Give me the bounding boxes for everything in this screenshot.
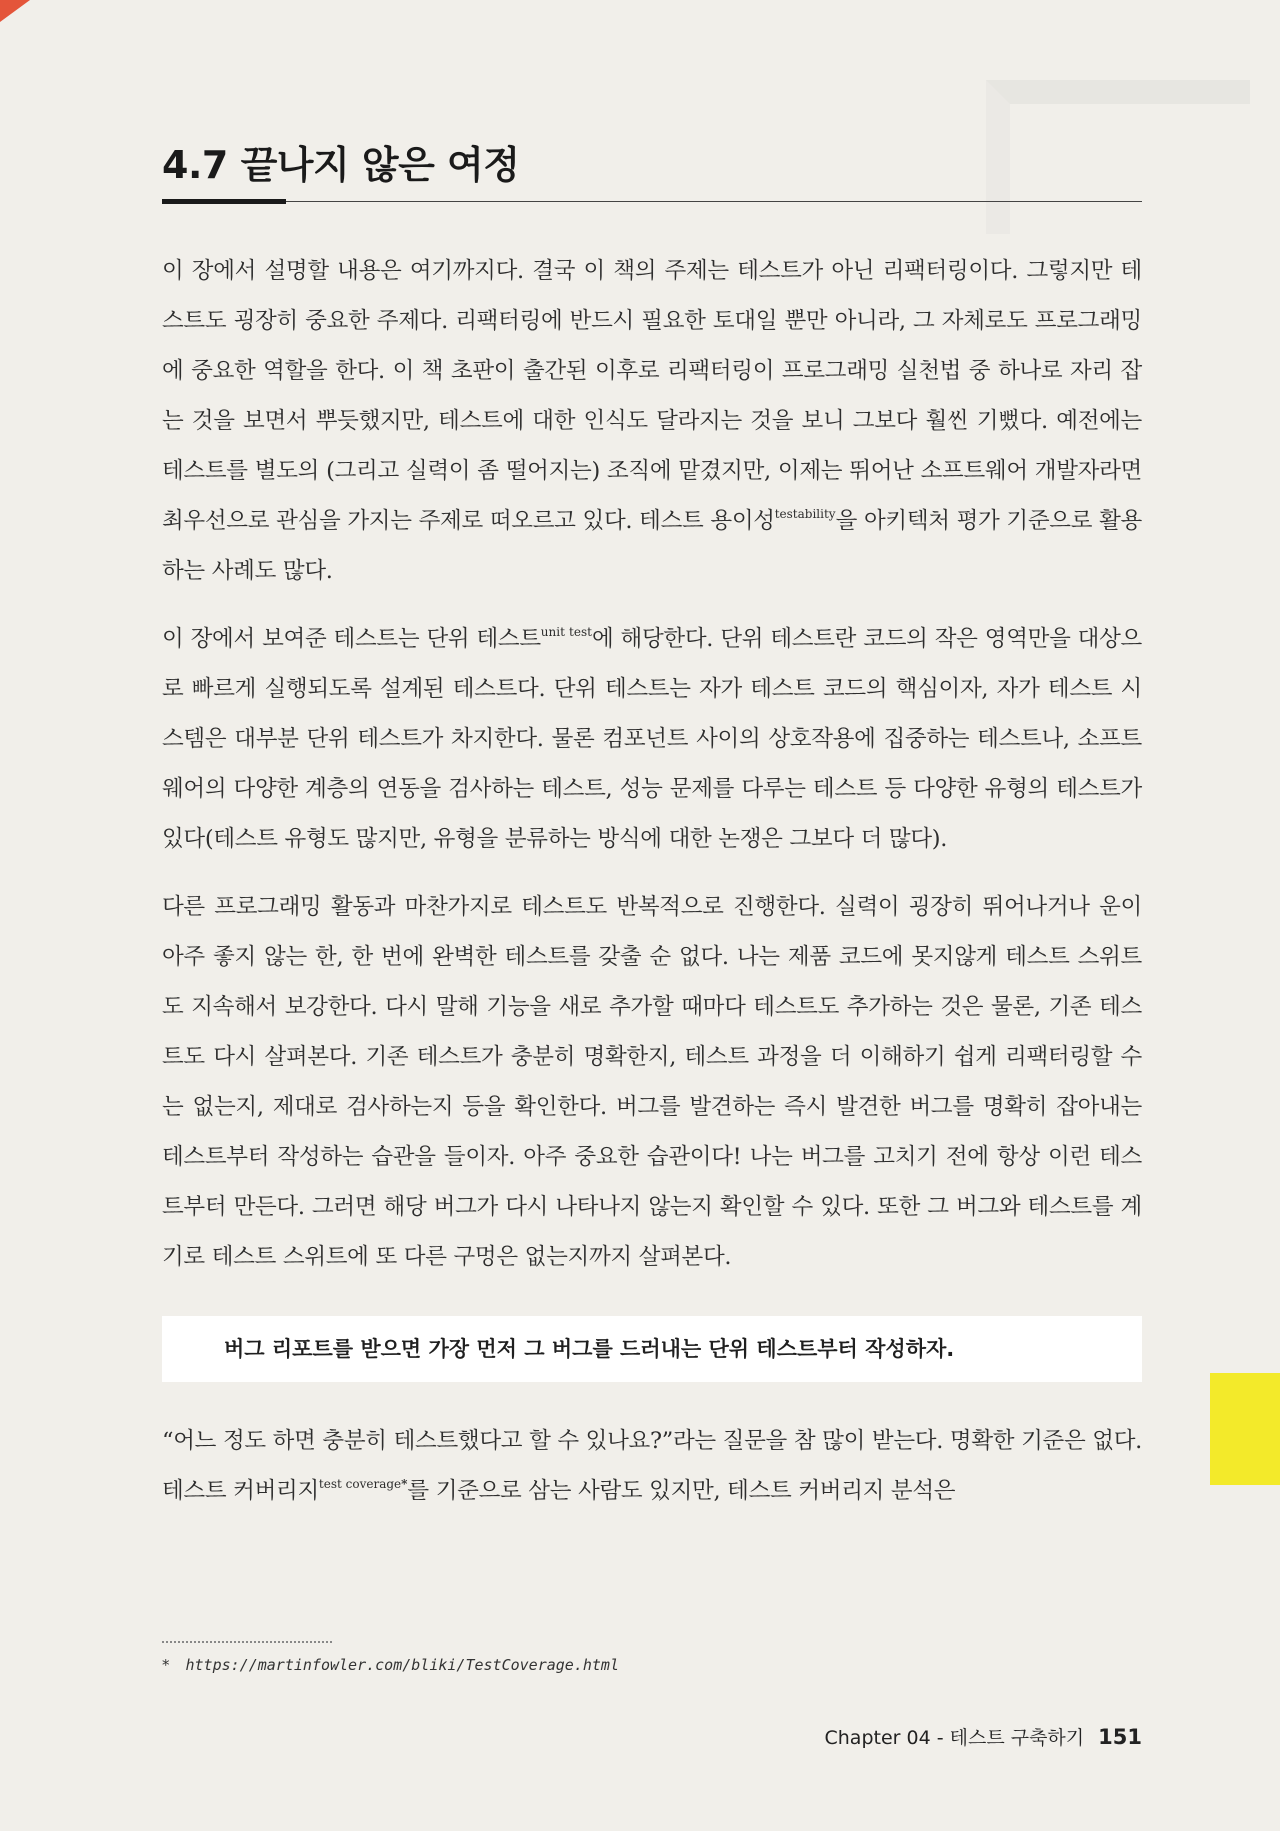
paragraph-3: 다른 프로그래밍 활동과 마찬가지로 테스트도 반복적으로 진행한다. 실력이 굉장히 뛰어나거나 운이 아주 좋지 않는 한, 한 번에 완벽한 테스트를 갖출 순 없다. 나는 제품 코드에 못지않게 테스트 스위트도 지속해서 보강한다. 다시 말해 기능을 새로 추가할 때마다 테스트도 추가하는 것은 물론, 기존 테스트도 다시 살펴본다. 기존 테스트가 충분히 명확한지, 테스트 과정을 더 이해하기 쉽게 리팩터링할 수는 없는지, 제대로 검사하는지 등을 확인한다. 버그를 발견하는 즉시 발견한 버그를 명확히 잡아내는 테스트부터 작성하는 습관을 들이자. 아주 중요한 습관이다! 나는 버그를 고치기 전에 항상 이런 테스트부터 만든다. 그러면 해당 버그가 다시 나타나지 않는지 확인할 수 있다. 또한 그 버그와 테스트를 계기로 테스트 스위트에 또 다른 구멍은 없는지까지 살펴본다. — [162, 894, 1142, 1270]
footer-chapter-title: 테스트 구축하기 — [949, 1727, 1085, 1749]
tip-callout: 버그 리포트를 받으면 가장 먼저 그 버그를 드러내는 단위 테스트부터 작성하자. — [162, 1316, 1142, 1382]
footnote-mark: * — [162, 1656, 170, 1674]
section-heading — [162, 134, 519, 189]
term-test-coverage — [319, 1477, 408, 1491]
term-testability: testability — [774, 507, 836, 521]
footnote-url: https://martinfowler.com/bliki/TestCoverage.html — [185, 1656, 619, 1674]
body-text — [162, 246, 1142, 1534]
footer-separator: - — [930, 1727, 950, 1749]
term-unit-test: unit test — [540, 625, 592, 639]
footer-chapter: Chapter 04 — [824, 1727, 931, 1749]
paragraph-4 — [162, 1416, 1142, 1516]
paragraph-4-text: “어느 정도 하면 충분히 테스트했다고 할 수 있나요?”라는 질문을 참 많이 받는다. 명확한 기준은 없다. 테스트 커버리지 — [162, 1428, 1142, 1504]
paragraph-1-text-end: 을 아키텍처 평가 기준으로 활용하는 사례도 많다. — [162, 508, 1142, 584]
paragraph-2-text: 이 장에서 보여준 테스트는 단위 테스트 — [162, 626, 541, 652]
footnote — [162, 1656, 619, 1674]
term-test-coverage-text: test coverage — [318, 1477, 402, 1491]
page-number: 151 — [1098, 1725, 1142, 1749]
footnote-ref: * — [401, 1477, 408, 1491]
footnote-divider — [162, 1641, 332, 1643]
paragraph-2 — [162, 614, 1142, 864]
paragraph-1 — [162, 246, 1142, 596]
heading-rule-accent — [162, 199, 286, 204]
section-number: 4.7 — [162, 143, 228, 187]
paragraph-2-text-end: 에 해당한다. 단위 테스트란 코드의 작은 영역만을 대상으로 빠르게 실행되도록 설계된 테스트다. 단위 테스트는 자가 테스트 코드의 핵심이자, 자가 테스트 시스템은 대부분 단위 테스트가 차지한다. 물론 컴포넌트 사이의 상호작용에 집중하는 테스트나, 소프트웨어의 다양한 계층의 연동을 검사하는 테스트, 성능 문제를 다루는 테스트 등 다양한 유형의 테스트가 있다(테스트 유형도 많지만, 유형을 분류하는 방식에 대한 논쟁은 그보다 더 많다). — [162, 626, 1142, 852]
page-footer — [825, 1723, 1143, 1750]
heading-rule — [162, 201, 1142, 202]
show-through-shadow — [986, 80, 1250, 234]
paragraph-1-text: 이 장에서 설명할 내용은 여기까지다. 결국 이 책의 주제는 테스트가 아닌 리팩터링이다. 그렇지만 테스트도 굉장히 중요한 주제다. 리팩터링에 반드시 필요한 토대일 뿐만 아니라, 그 자체로도 프로그래밍에 중요한 역할을 한다. 이 책 초판이 출간된 이후로 리팩터링이 프로그래밍 실천법 중 하나로 자리 잡는 것을 보면서 뿌듯했지만, 테스트에 대한 인식도 달라지는 것을 보니 그보다 훨씬 기뻤다. 예전에는 테스트를 별도의 (그리고 실력이 좀 떨어지는) 조직에 맡겼지만, 이제는 뛰어난 소프트웨어 개발자라면 최우선으로 관심을 가지는 주제로 떠오르고 있다. 테스트 용이성 — [162, 258, 1142, 534]
corner-tab — [0, 0, 30, 22]
section-title: 끝나지 않은 여정 — [240, 143, 520, 187]
paragraph-4-text-end: 를 기준으로 삼는 사람도 있지만, 테스트 커버리지 분석은 — [407, 1478, 956, 1504]
sticky-note — [1210, 1373, 1280, 1485]
